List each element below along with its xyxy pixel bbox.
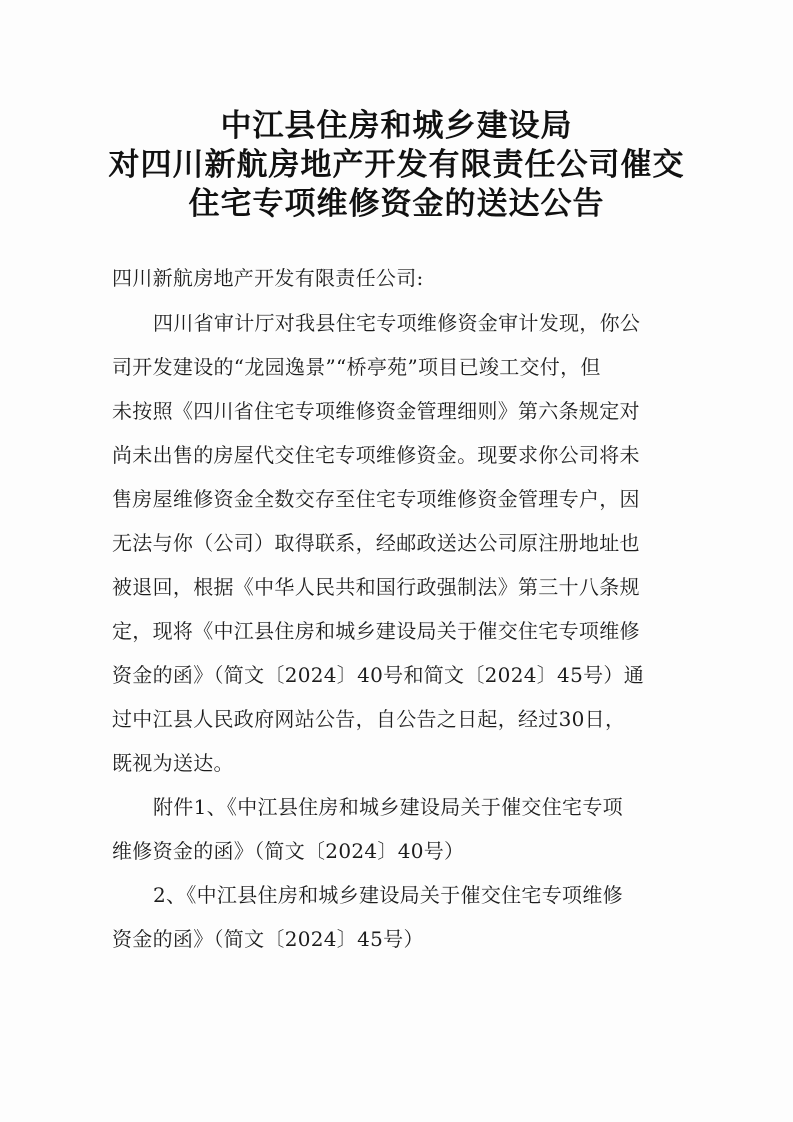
body-line: 无法与你（公司）取得联系，经邮政送达公司原注册地址也 [112, 531, 640, 555]
body-line: 尚未出售的房屋代交住宅专项维修资金。现要求你公司将未 [112, 443, 640, 467]
body-line: 未按照《四川省住宅专项维修资金管理细则》第六条规定对 [112, 399, 640, 423]
body-line: 过中江县人民政府网站公告，自公告之日起，经过30日， [112, 707, 626, 731]
attachment-line: 资金的函》（简文〔2024〕45号） [112, 927, 424, 951]
title-line-3: 住宅专项维修资金的送达公告 [188, 186, 605, 222]
title-line-2: 对四川新航房地产开发有限责任公司催交 [108, 147, 685, 183]
body-line: 被退回，根据《中华人民共和国行政强制法》第三十八条规 [112, 575, 640, 599]
body-line: 司开发建设的“龙园逸景”“桥亭苑”项目已竣工交付，但 [112, 355, 601, 379]
attachment-line: 附件1、《中江县住房和城乡建设局关于催交住宅专项 [153, 795, 623, 819]
body-line: 售房屋维修资金全数交存至住宅专项维修资金管理专户，因 [112, 487, 640, 511]
title-line-1: 中江县住房和城乡建设局 [220, 108, 573, 144]
body-line: 既视为送达。 [112, 751, 234, 775]
body-line: 四川省审计厅对我县住宅专项维修资金审计发现，你公 [153, 311, 641, 335]
body-line: 定，现将《中江县住房和城乡建设局关于催交住宅专项维修 [112, 619, 640, 643]
body-line: 资金的函》（简文〔2024〕40号和简文〔2024〕45号）通 [112, 663, 644, 687]
salutation: 四川新航房地产开发有限责任公司: [112, 266, 424, 290]
attachment-line: 维修资金的函》（简文〔2024〕40号） [112, 839, 465, 863]
attachment-line: 2、《中江县住房和城乡建设局关于催交住宅专项维修 [153, 883, 623, 907]
